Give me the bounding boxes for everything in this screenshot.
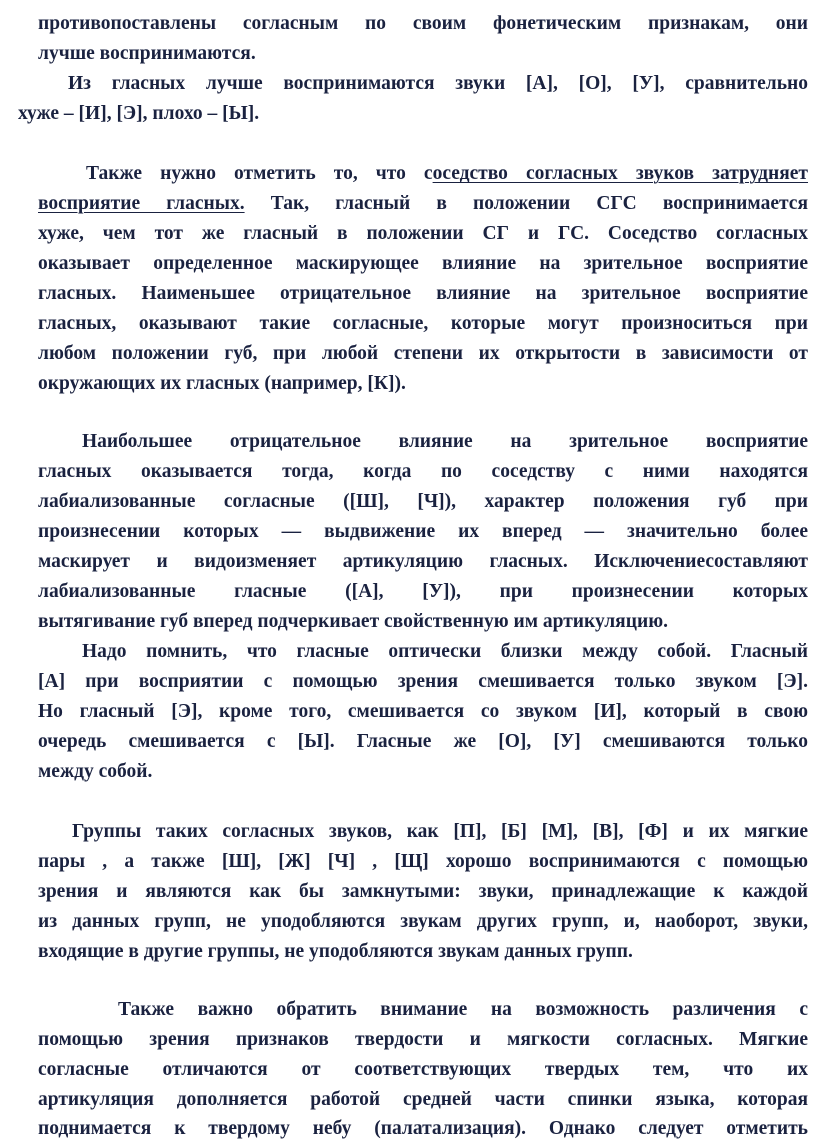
paragraph-3-underlined-2: восприятие гласных. — [38, 193, 245, 214]
paragraph-6-line-5: входящие в другие группы, не уподобляются звукам данных групп. — [38, 941, 633, 962]
paragraph-3-line-7: любом положении губ, при любой степени их открытости в зависимости от — [38, 343, 808, 364]
paragraph-3-intro: Также нужно отметить то, что с — [86, 163, 433, 184]
paragraph-7-line-3: согласные отличаются от соответствующих твердых тем, что их — [38, 1059, 808, 1080]
paragraph-7-line-1: Также важно обратить внимание на возможность различения с — [118, 999, 808, 1020]
paragraph-4-line-2: гласных оказывается тогда, когда по соседству с ними находятся — [38, 461, 808, 482]
paragraph-1-line-2: лучше воспринимаются. — [38, 43, 256, 64]
paragraph-5-line-2: [А] при восприятии с помощью зрения смешивается только звуком [Э]. — [38, 671, 808, 692]
paragraph-5-line-4: очередь смешивается с [Ы]. Гласные же [О], [У] смешиваются только — [38, 731, 808, 752]
paragraph-7-line-2: помощью зрения признаков твердости и мягкости согласных. Мягкие — [38, 1029, 808, 1050]
paragraph-5-line-5: между собой. — [38, 761, 153, 782]
paragraph-3-line-5: гласных. Наименьшее отрицательное влияние на зрительное восприятие — [38, 283, 808, 304]
paragraph-3-line-6: гласных, оказывают такие согласные, которые могут произноситься при — [38, 313, 808, 334]
paragraph-3-line-2-rest: Так, гласный в положении СГС воспринимается — [244, 193, 808, 214]
paragraph-4-line-6: лабиализованные гласные ([А], [У]), при произнесении которых — [38, 581, 808, 602]
paragraph-3-line-2 — [38, 192, 808, 216]
paragraph-4-line-5: маскирует и видоизменяет артикуляцию гласных. Исключениесоставляют — [38, 551, 808, 572]
paragraph-4-line-1: Наибольшее отрицательное влияние на зрительное восприятие — [82, 431, 808, 452]
paragraph-1-line-1: противопоставлены согласным по своим фонетическим признакам, они — [38, 13, 808, 34]
paragraph-4-line-3: лабиализованные согласные ([Ш], [Ч]), характер положения губ при — [38, 491, 808, 512]
paragraph-7-line-5: поднимается к твердому небу (палатализация). Однако следует отметить — [38, 1118, 808, 1139]
paragraph-2-line-2: хуже – [И], [Э], плохо – [Ы]. — [18, 103, 260, 124]
paragraph-3-line-3: хуже, чем тот же гласный в положении СГ и ГС. Соседство согласных — [38, 223, 808, 244]
paragraph-3-line-4: оказывает определенное маскирующее влияние на зрительное восприятие — [38, 253, 808, 274]
paragraph-6-line-4: из данных групп, не уподобляются звукам других групп, и, наоборот, звуки, — [38, 911, 808, 932]
paragraph-4-line-4: произнесении которых — выдвижение их вперед — значительно более — [38, 521, 808, 542]
paragraph-5-line-3: Но гласный [Э], кроме того, смешивается со звуком [И], который в свою — [38, 701, 808, 722]
paragraph-6-line-3: зрения и являются как бы замкнутыми: звуки, принадлежащие к каждой — [38, 881, 808, 902]
paragraph-3-underlined-1: оседство согласных звуков затрудняет — [432, 163, 809, 184]
paragraph-3-line-1 — [86, 162, 808, 186]
paragraph-4-line-7: вытягивание губ вперед подчеркивает свойственную им артикуляцию. — [38, 611, 668, 632]
paragraph-7-line-4: артикуляция дополняется работой средней части спинки языка, которая — [38, 1089, 808, 1110]
paragraph-2-line-1: Из гласных лучше воспринимаются звуки [А], [О], [У], сравнительно — [68, 73, 808, 94]
paragraph-3-line-8: окружающих их гласных (например, [К]). — [38, 373, 406, 394]
paragraph-5-line-1: Надо помнить, что гласные оптически близки между собой. Гласный — [82, 641, 808, 662]
paragraph-6-line-2: пары , а также [Ш], [Ж] [Ч] , [Щ] хорошо воспринимаются с помощью — [38, 851, 808, 872]
paragraph-6-line-1: Группы таких согласных звуков, как [П], [Б] [М], [В], [Ф] и их мягкие — [72, 821, 808, 842]
